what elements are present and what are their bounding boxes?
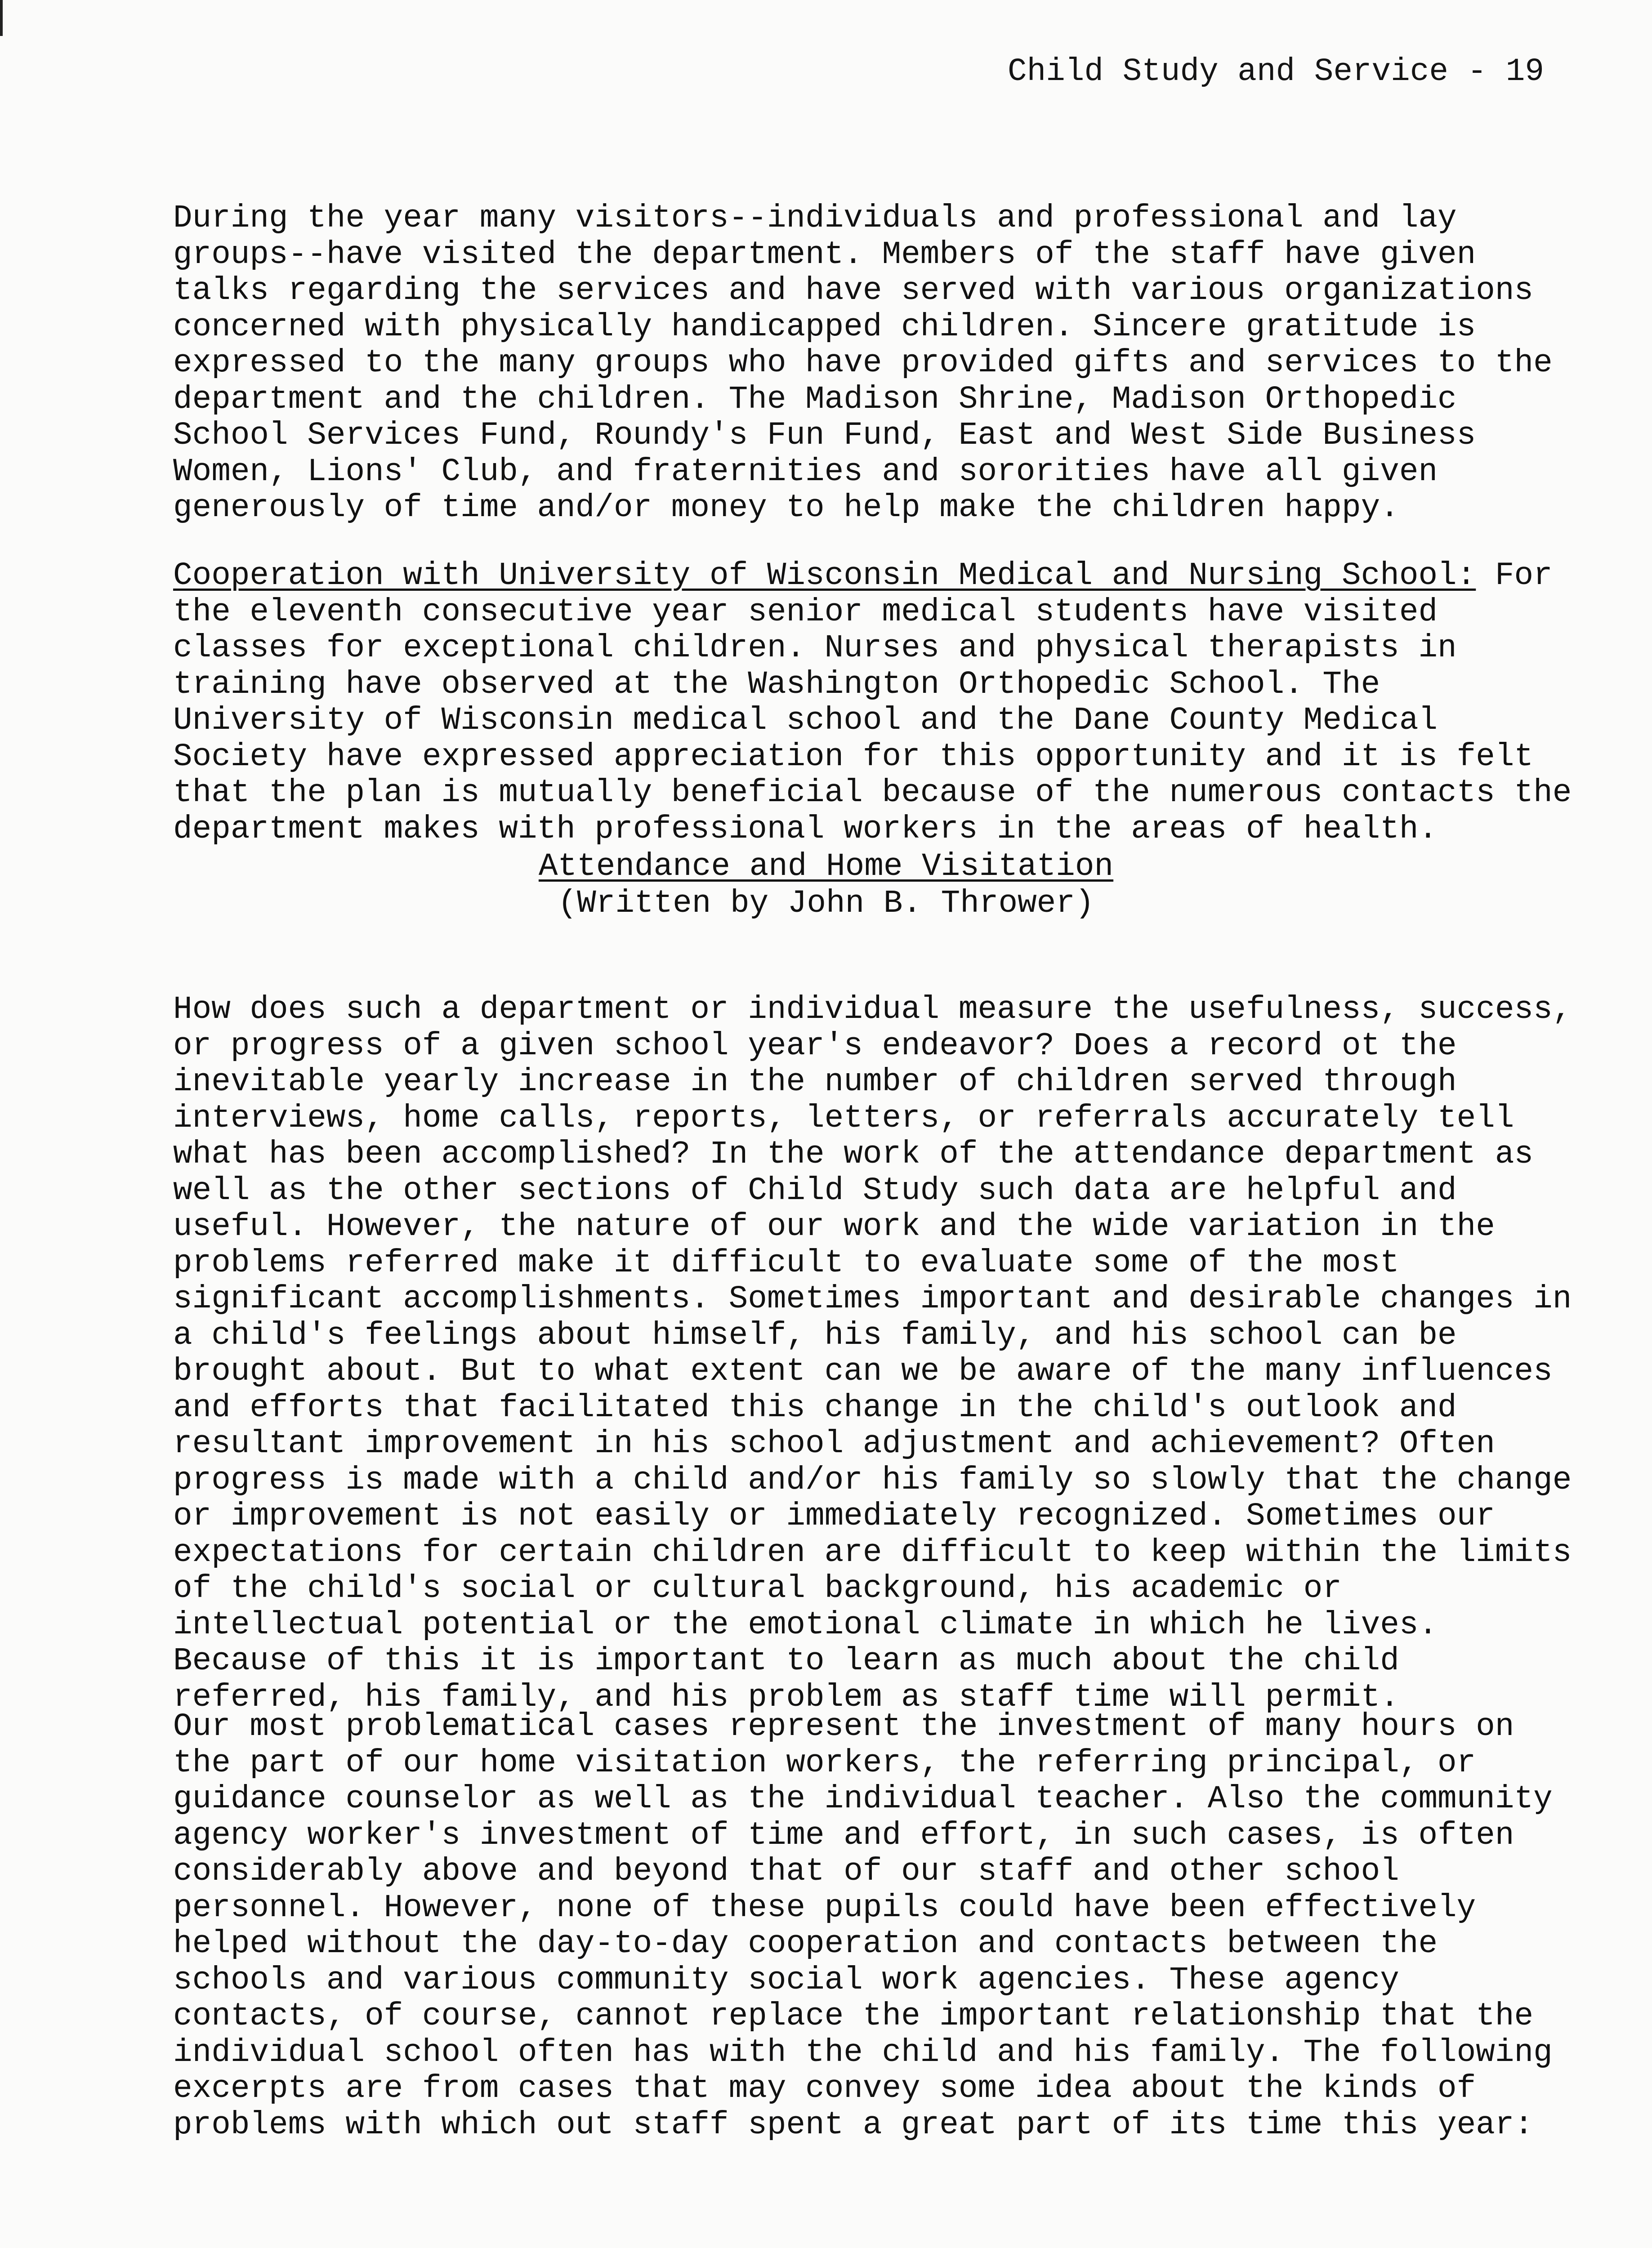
- page-edge-mark: [0, 0, 3, 36]
- paragraph-cooperation: [173, 558, 1576, 847]
- section-heading: [0, 849, 1652, 922]
- running-header: Child Study and Service - 19: [1008, 54, 1544, 90]
- section-byline: (Written by John B. Thrower): [558, 886, 1094, 922]
- cooperation-body: For the eleventh consecutive year senior medical students have visited classes for exceptional children. Nurses and physical therapists in training have observed at the Washington Orthopedic School. The University of Wisconsin medical school and the Dane County Medical Society have expressed appreciation for this opportunity and it is felt that the plan is mutually beneficial because of the numerous contacts the department makes with professional workers in the areas of health.: [173, 558, 1572, 847]
- section-title: Attendance and Home Visitation: [538, 849, 1114, 885]
- paragraph-cases: Our most problematical cases represent the investment of many hours on the part of our home visitation workers, the referring principal, or guidance counselor as well as the individual teacher. Also the community agency worker's investment of time and effort, in such cases, is often considerably above and beyond that of our staff and other school personnel. However, none of these pupils could have been effectively helped without the day-to-day cooperation and contacts between the schools and various community social work agencies. These agency contacts, of course, cannot replace the important relationship that the individual school often has with the child and his family. The following excerpts are from cases that may convey some idea about the kinds of problems with which out staff spent a great part of its time this year:: [173, 1709, 1553, 2143]
- cooperation-heading: Cooperation with University of Wisconsin Medical and Nursing School:: [173, 558, 1476, 594]
- paragraph-attendance: How does such a department or individual measure the usefulness, success, or progress of a given school year's endeavor? Does a record ot the inevitable yearly increase in the number of children served through interviews, home calls, reports, letters, or referrals accurately tell what has been accomplished? In the work of the attendance department as well as the other sections of Child Study such data are helpful and useful. However, the nature of our work and the wide variation in the problems referred make it difficult to evaluate some of the most significant accomplishments. Sometimes important and desirable changes in a child's feelings about himself, his family, and his school can be brought about. But to what extent can we be aware of the many influences and efforts that facilitated this change in the child's outlook and resultant improvement in his school adjustment and achievement? Often progress is made with a child and/or his family so slowly that the change or improvement is not easily or immediately recognized. Sometimes our expectations for certain children are difficult to keep within the limits of the child's social or cultural background, his academic or intellectual potential or the emotional climate in which he lives. Because of this it is important to learn as much about the child referred, his family, and his problem as staff time will permit.: [173, 992, 1572, 1716]
- paragraph-visitors: During the year many visitors--individuals and professional and lay groups--have visited the department. Members of the staff have given talks regarding the services and have served with various organizations concerned with physically handicapped children. Sincere gratitude is expressed to the many groups who have provided gifts and services to the department and the children. The Madison Shrine, Madison Orthopedic School Services Fund, Roundy's Fun Fund, East and West Side Business Women, Lions' Club, and fraternities and sororities have all given generously of time and/or money to help make the children happy.: [173, 201, 1553, 526]
